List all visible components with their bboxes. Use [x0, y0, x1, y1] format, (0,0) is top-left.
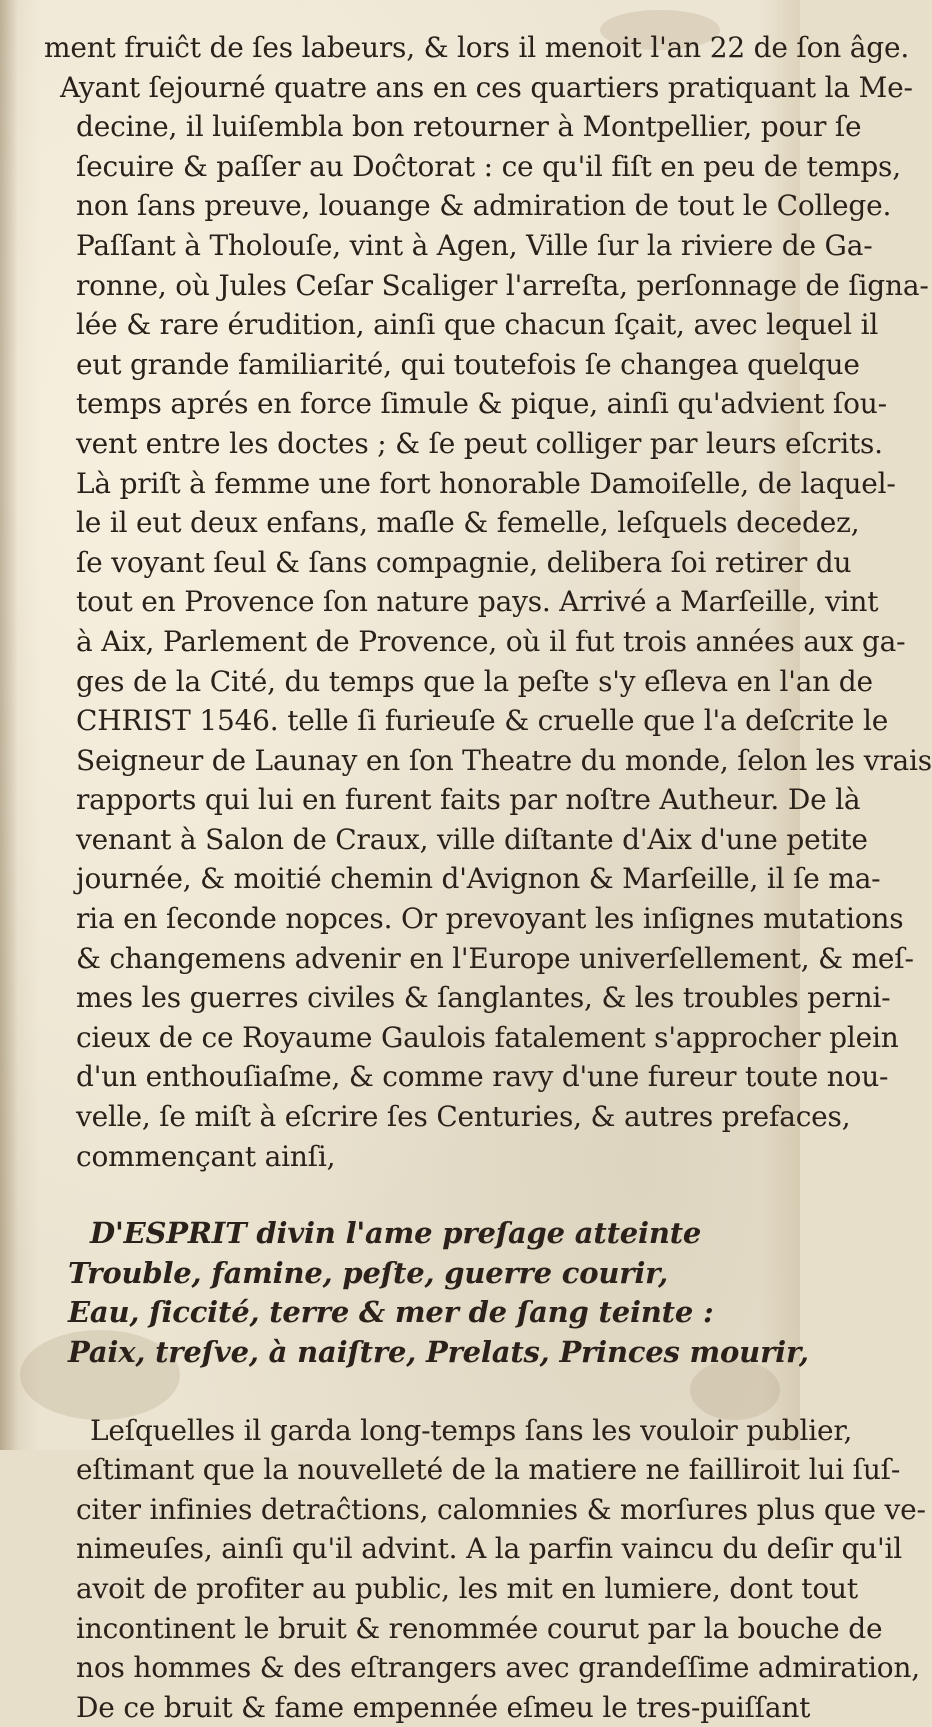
text-line: eſtimant que la nouvelleté de la matiere ne failliroit lui ſuſ- [76, 1453, 901, 1487]
page-gutter-shadow [0, 0, 18, 1450]
text-line: ronne, où Jules Ceſar Scaliger l'arreſta, perſonnage de ſigna- [76, 268, 929, 302]
text-line: nos hommes & des eſtrangers avec grandeſſime admiration, [76, 1651, 920, 1685]
text-line: mes les guerres civiles & ſanglantes, & les troubles perni- [76, 981, 891, 1015]
text-line: Là priſt à femme une fort honorable Damoiſelle, de laquel- [76, 466, 896, 500]
stanza-gap [44, 1373, 784, 1411]
verse-line: Trouble, famine, peſte, guerre courir, [68, 1255, 669, 1290]
text-line: ges de la Cité, du temps que la peſte s'y eſleva en l'an de [76, 664, 873, 698]
text-line: journée, & moitié chemin d'Avignon & Marſeille, il ſe ma- [76, 862, 881, 896]
text-line: cieux de ce Royaume Gaulois fatalement s'approcher plein [76, 1020, 899, 1054]
text-line: Ayant ſejourné quatre ans en ces quartiers pratiquant la Me- [60, 70, 913, 104]
text-line: incontinent le bruit & renommée courut par la bouche de [76, 1611, 883, 1645]
text-line: tout en Provence ſon nature pays. Arrivé a Marſeille, vint [76, 585, 879, 619]
text-line: commençant ainſi, [76, 1139, 336, 1173]
text-line: eut grande familiarité, qui toutefois ſe changea quelque [76, 347, 860, 381]
text-line: d'un enthouſiaſme, & comme ravy d'une fureur toute nou- [76, 1060, 889, 1094]
text-line: citer infinies detraĉtions, calomnies & morſures plus que ve- [76, 1492, 926, 1526]
text-line: lée & rare érudition, ainſi que chacun ſçait, avec lequel il [76, 308, 879, 342]
text-line: le il eut deux enfans, maſle & femelle, leſquels decedez, [76, 506, 860, 540]
text-line: ſe voyant ſeul & ſans compagnie, delibera ſoi retirer du [76, 545, 852, 579]
text-line: Leſquelles il garda long-temps ſans les vouloir publier, [90, 1413, 853, 1447]
verse-line: Eau, ſiccité, terre & mer de ſang teinte : [68, 1295, 714, 1330]
text-line: rapports qui lui en furent faits par noſtre Autheur. De là [76, 783, 861, 817]
text-line: non ſans preuve, louange & admiration de tout le College. [76, 189, 892, 223]
text-line: decine, il luiſembla bon retourner à Montpellier, pour ſe [76, 110, 862, 144]
verse-line: Paix, treſve, à naiſtre, Prelats, Princes mourir, [68, 1335, 809, 1369]
text-line: Seigneur de Launay en ſon Theatre du monde, ſelon les vrais [76, 743, 932, 777]
text-line: ria en ſeconde nopces. Or prevoyant les inſignes mutations [76, 902, 904, 936]
text-line: temps aprés en force ſimule & pique, ainſi qu'advient ſou- [76, 387, 887, 421]
text-line: De ce bruit & fame empennée eſmeu le tres-puiſſant [76, 1690, 811, 1724]
text-line: nimeuſes, ainſi qu'il advint. A la parfin vaincu du deſir qu'il [76, 1532, 903, 1566]
text-line: à Aix, Parlement de Provence, où il fut trois années aux ga- [76, 624, 906, 658]
text-line: & changemens advenir en l'Europe univerſellement, & meſ- [76, 941, 914, 975]
text-line: venant à Salon de Craux, ville diſtante d'Aix d'une petite [76, 822, 868, 856]
verse-line: D'ESPRIT divin l'ame preſage atteinte [90, 1216, 702, 1251]
text-line: ment fruiĉt de ſes labeurs, & lors il menoit l'an 22 de ſon âge. [44, 31, 910, 64]
text-line: avoit de profiter au public, les mit en lumiere, dont tout [76, 1571, 858, 1605]
text-line: vent entre les doctes ; & ſe peut colliger par leurs eſcrits. [76, 426, 883, 460]
text-line: CHRIST 1546. telle ſi furieuſe & cruelle que l'a deſcrite le [76, 704, 889, 738]
page-text [44, 28, 932, 1727]
stanza-gap [44, 1176, 784, 1214]
text-line: ſecuire & paſſer au Doĉtorat : ce qu'il fiſt en peu de temps, [76, 149, 901, 183]
text-line: Paſſant à Tholouſe, vint à Agen, Ville ſur la riviere de Ga- [76, 228, 873, 262]
text-line: velle, ſe miſt à eſcrire ſes Centuries, & autres prefaces, [76, 1100, 851, 1134]
